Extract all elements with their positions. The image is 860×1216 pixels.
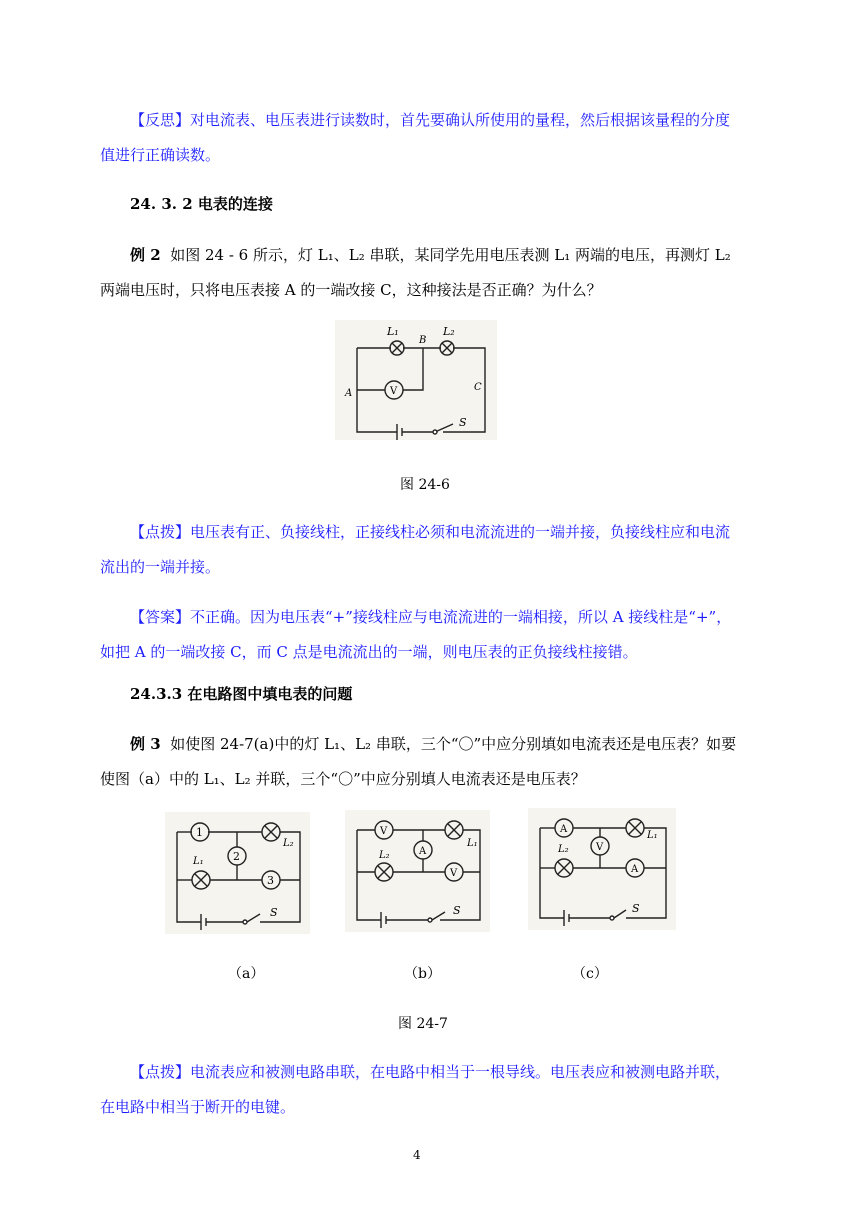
example-2-label: 例 2 [130, 246, 161, 264]
meter-a1: A [560, 824, 568, 835]
subcaption-a: （a） [228, 966, 265, 982]
label-l1: L₁ [467, 838, 478, 849]
section-heading-24-3-2: 24. 3. 2 电表的连接 [130, 195, 273, 213]
voltmeter-symbol: V [390, 386, 398, 397]
label-s: S [459, 416, 467, 429]
meter-a2: A [631, 864, 639, 875]
figure-24-7-b [345, 810, 490, 932]
meter-1: 1 [196, 826, 203, 839]
reflection-paragraph [100, 103, 740, 173]
label-s: S [632, 902, 640, 915]
example-3-label: 例 3 [130, 735, 161, 753]
figure-24-6 [335, 320, 497, 440]
answer-1-text: 不正确。因为电压表“+”接线柱应与电流流进的一端相接，所以 A 接线柱是“+”，如把 A 的一端改接 C，而 C 点是电流流出的一端，则电压表的正负接线柱接错。 [100, 608, 732, 661]
label-l2: L₂ [443, 325, 455, 338]
label-l2: L₂ [379, 850, 390, 861]
meter-v2: V [450, 868, 458, 879]
hint-1-text: 电压表有正、负接线柱，正接线柱必须和电流流进的一端并接，负接线柱应和电流流出的一端并接。 [100, 523, 731, 576]
label-s: S [270, 906, 278, 919]
circuit-diagram-24-6 [335, 320, 497, 440]
circuit-diagram-24-7-a [165, 812, 310, 934]
label-c: C [474, 382, 482, 393]
circuit-diagram-24-7-b [345, 810, 490, 932]
page-number: 4 [413, 1148, 421, 1162]
reflection-text: 对电流表、电压表进行读数时，首先要确认所使用的量程，然后根据该量程的分度值进行正确读数。 [100, 111, 731, 164]
hint-2-paragraph [100, 1055, 740, 1125]
label-s: S [453, 904, 461, 917]
answer-1-paragraph [100, 600, 740, 670]
label-b: B [419, 335, 427, 346]
example-3-text: 如使图 24-7(a)中的灯 L₁、L₂ 串联，三个“〇”中应分别填如电流表还是电压表？如要使图（a）中的 L₁、L₂ 并联，三个“〇”中应分别填人电流表还是电压表？ [100, 735, 737, 788]
section-heading-24-3-3: 24.3.3 在电路图中填电表的问题 [130, 685, 353, 703]
figure-24-6-caption: 图 24-6 [400, 477, 450, 493]
label-l1: L₁ [387, 325, 399, 338]
meter-2: 2 [233, 850, 240, 863]
label-l2: L₂ [558, 844, 569, 855]
meter-3: 3 [267, 874, 274, 887]
meter-a: A [419, 846, 427, 857]
meter-v1: V [380, 826, 388, 837]
answer-1-tag: 【答案】 [130, 608, 191, 626]
label-l2: L₂ [283, 838, 294, 849]
reflection-tag: 【反思】 [130, 111, 191, 129]
example-2-text: 如图 24 - 6 所示，灯 L₁、L₂ 串联，某同学先用电压表测 L₁ 两端的电压，再测灯 L₂ 两端电压时，只将电压表接 A 的一端改接 C，这种接法是否正确？为什么？ [100, 246, 731, 299]
subcaption-b: （b） [404, 966, 441, 982]
subcaption-c: （c） [572, 966, 608, 982]
label-a: A [345, 388, 353, 399]
circuit-diagram-24-7-c [528, 808, 676, 930]
meter-v: V [596, 842, 604, 853]
example-2-paragraph [100, 238, 740, 308]
label-l1: L₁ [193, 856, 204, 867]
hint-1-tag: 【点拨】 [130, 523, 191, 541]
hint-2-text: 电流表应和被测电路串联，在电路中相当于一根导线。电压表应和被测电路并联，在电路中相当于断开的电键。 [100, 1063, 731, 1116]
figure-24-7-a [165, 812, 310, 934]
example-3-paragraph [100, 727, 740, 797]
figure-24-7-c [528, 808, 676, 930]
figure-24-7-caption: 图 24-7 [398, 1016, 448, 1032]
hint-1-paragraph [100, 515, 740, 585]
label-l1: L₁ [647, 830, 658, 841]
hint-2-tag: 【点拨】 [130, 1063, 191, 1081]
